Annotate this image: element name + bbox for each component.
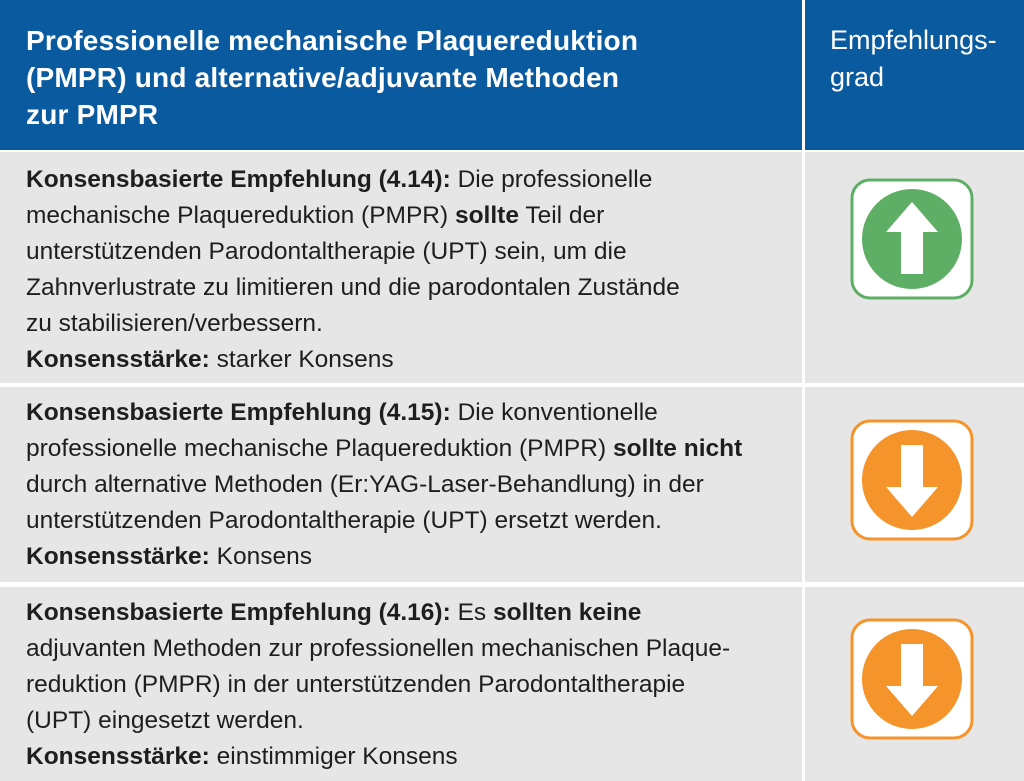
table-row (0, 387, 1024, 582)
column-divider (802, 0, 805, 781)
recommendation-label: Konsensbasierte Empfehlung (4.14): (26, 166, 451, 193)
table-row (0, 152, 1024, 383)
arrow-down-icon (850, 419, 974, 541)
header-grade (830, 22, 1010, 96)
consensus-strength-label: Konsensstärke: (26, 346, 210, 373)
recommendation-text-part: Es (450, 599, 493, 626)
arrow-up-icon (850, 178, 974, 300)
recommendation-text-line: adjuvanten Methoden zur professionellen mechanischen Plaque- (26, 635, 731, 662)
recommendation-text-line: Zahnverlustrate zu limitieren und die parodontalen Zustände (26, 274, 680, 301)
recommendation-text-line: unterstützenden Parodontaltherapie (UPT) ersetzt werden. (26, 507, 662, 534)
header-title-line: Professionelle mechanische Plaquereduktion (26, 25, 639, 56)
recommendation-text-part: Teil der (518, 202, 605, 229)
recommendation-text (26, 395, 796, 575)
consensus-strength-label: Konsensstärke: (26, 543, 210, 570)
recommendation-text-line: (UPT) eingesetzt werden. (26, 707, 304, 734)
arrow-down-icon (850, 618, 974, 740)
recommendation-text-line: zu stabilisieren/verbessern. (26, 310, 323, 337)
header-title-line: (PMPR) und alternative/adjuvante Methoden (26, 62, 620, 93)
header-title-line: zur PMPR (26, 99, 159, 130)
recommendation-text-line: durch alternative Methoden (Er:YAG-Laser-Behandlung) in der (26, 471, 704, 498)
recommendation-text-part: professionelle mechanische Plaquereduktion (PMPR) (26, 435, 613, 462)
header-grade-line: grad (830, 62, 885, 92)
recommendation-text-line: unterstützenden Parodontaltherapie (UPT) sein, um die (26, 238, 627, 265)
recommendation-label: Konsensbasierte Empfehlung (4.16): (26, 599, 451, 626)
recommendation-text (26, 595, 796, 775)
header-grade-line: Empfehlungs- (830, 25, 997, 55)
recommendation-emphasis: sollten keine (492, 599, 642, 626)
recommendation-label: Konsensbasierte Empfehlung (4.15): (26, 399, 451, 426)
consensus-strength-value: Konsens (209, 543, 312, 570)
recommendation-text-line: reduktion (PMPR) in der unterstützenden Parodontaltherapie (26, 671, 686, 698)
consensus-strength-label: Konsensstärke: (26, 743, 210, 770)
consensus-strength-value: starker Konsens (209, 346, 394, 373)
recommendation-text-part: Die professionelle (450, 166, 653, 193)
recommendation-emphasis: sollte nicht (612, 435, 743, 462)
recommendation-emphasis: sollte (454, 202, 519, 229)
recommendation-text-part: Die konventionelle (450, 399, 658, 426)
recommendation-text-part: mechanische Plaquereduktion (PMPR) (26, 202, 455, 229)
recommendation-text (26, 162, 796, 378)
table-header (0, 0, 1024, 150)
consensus-strength-value: einstimmiger Konsens (209, 743, 458, 770)
header-title (26, 22, 786, 133)
table-row (0, 587, 1024, 781)
